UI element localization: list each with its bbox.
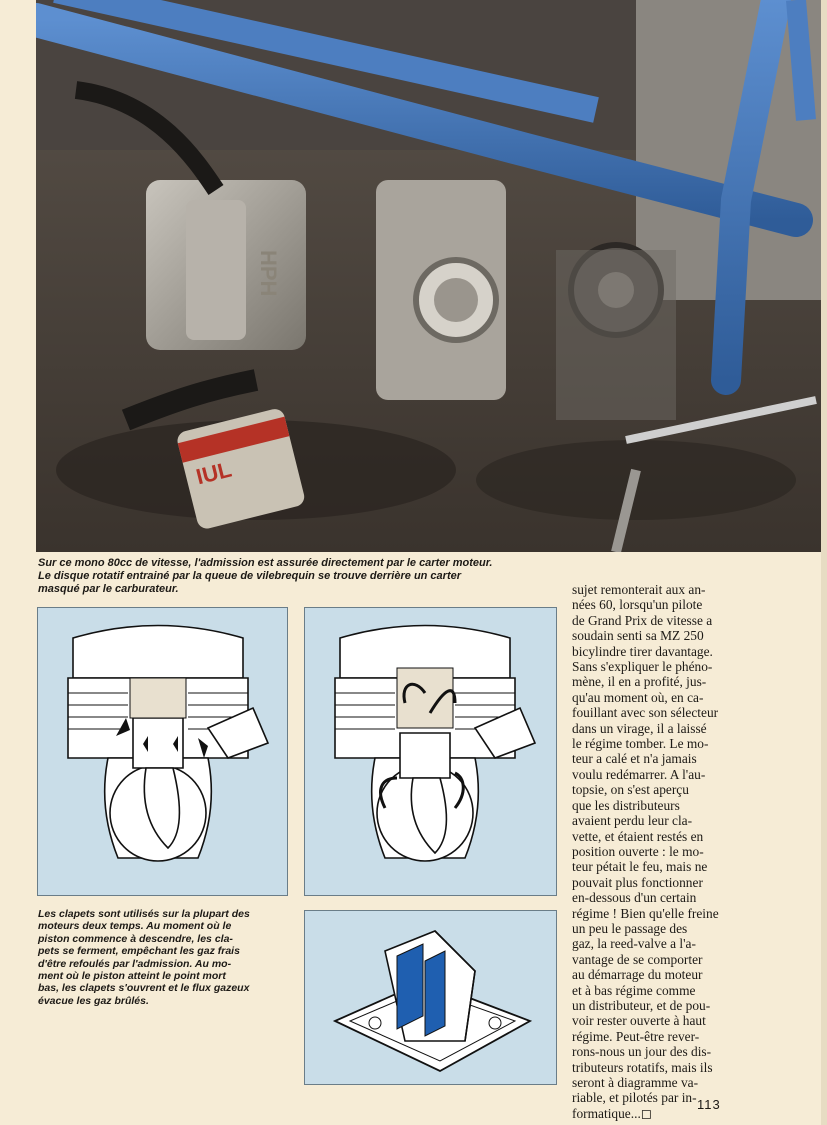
diagram-caption-line: piston commence à descendre, les cla-: [38, 932, 233, 945]
diagram-caption-line: évacue les gaz brûlés.: [38, 994, 149, 1007]
engine-cutaway-drawing: [305, 608, 558, 897]
engine-photo: [36, 0, 827, 552]
photo-caption-line: masqué par le carburateur.: [38, 583, 179, 595]
body-line: sujet remonterait aux an-: [572, 582, 706, 597]
body-line: fouillant avec son sélecteur: [572, 705, 719, 721]
body-line: rons-nous un jour des dis-: [572, 1044, 712, 1060]
body-line: de Grand Prix de vitesse a: [572, 612, 713, 628]
reed-valve-drawing: [305, 911, 558, 1086]
body-line: nées 60, lorsqu'un pilote: [572, 597, 703, 613]
body-line: le régime tomber. Le mo-: [572, 736, 709, 752]
diagram-caption-line: Les clapets sont utilisés sur la plupart des: [38, 908, 250, 920]
body-line: Sans s'expliquer le phéno-: [572, 659, 713, 675]
oil-can-label: IUL: [193, 456, 235, 490]
article-body-column: [572, 582, 784, 1121]
body-line: avaient perdu leur cla-: [572, 813, 693, 829]
body-line: que les distributeurs: [572, 797, 680, 813]
page-number: 113: [697, 1097, 721, 1112]
body-line: en-dessous d'un certain: [572, 890, 697, 906]
diagram-caption-line: bas, les clapets s'ouvrent et le flux gazeux: [38, 982, 250, 995]
engine-diagram-exhaust: [304, 607, 557, 896]
body-line: riable, et pilotés par in-: [572, 1090, 697, 1106]
body-line: pouvait plus fonctionner: [572, 874, 703, 890]
engine-cutaway-drawing: [38, 608, 289, 897]
body-line: un distributeur, et de pou-: [572, 997, 711, 1013]
body-line: vantage de se comporter: [572, 951, 703, 967]
body-line: bicylindre tirer davantage.: [572, 643, 713, 659]
diagram-caption-line: ment où le piston atteint le point mort: [38, 970, 226, 983]
diagram-caption-line: pets se ferment, empêchant les gaz frais: [38, 945, 240, 958]
photo-caption: [38, 557, 568, 596]
body-line: un peu le passage des: [572, 920, 688, 936]
photo-caption-line: Sur ce mono 80cc de vitesse, l'admission est assurée directement par le carter moteur.: [38, 557, 493, 569]
diagram-caption: [38, 908, 294, 1007]
diagram-caption-line: moteurs deux temps. Au moment où le: [38, 920, 232, 933]
svg-text:HPH: HPH: [256, 250, 281, 297]
diagram-caption-line: d'être refoulés par l'admission. Au mo-: [38, 957, 232, 970]
body-line: vette, et étaient restés en: [572, 828, 704, 844]
engine-diagram-intake: [37, 607, 288, 896]
body-line: au démarrage du moteur: [572, 967, 703, 983]
body-line: formatique...◻: [572, 1105, 652, 1121]
photo-caption-line: Le disque rotatif entrainé par la queue de vilebrequin se trouve derrière un carter: [38, 570, 462, 582]
body-line: mène, il en a profité, jus-: [572, 674, 707, 690]
body-line: tributeurs rotatifs, mais ils: [572, 1059, 713, 1075]
body-line: position ouverte : le mo-: [572, 843, 704, 859]
body-line: voulu redémarrer. A l'au-: [572, 766, 706, 782]
body-line: voir rester ouverte à haut: [572, 1013, 706, 1029]
reed-valve-diagram: [304, 910, 557, 1085]
body-line: topsie, on s'est aperçu: [572, 782, 689, 798]
body-line: teur pétait le feu, mais ne: [572, 859, 708, 875]
body-line: dans un virage, il a laissé: [572, 720, 707, 736]
body-line: et à bas régime comme: [572, 982, 696, 998]
body-line: soudain senti sa MZ 250: [572, 628, 704, 644]
body-line: seront à diagramme va-: [572, 1075, 699, 1090]
body-line: régime. Peut-être rever-: [572, 1028, 700, 1044]
body-line: teur a calé et n'a jamais: [572, 751, 697, 767]
body-line: régime ! Bien qu'elle freine: [572, 905, 719, 921]
engine-photo-drawing: [36, 0, 827, 552]
body-line: qu'au moment où, en ca-: [572, 689, 704, 705]
body-line: gaz, la reed-valve a l'a-: [572, 936, 696, 952]
